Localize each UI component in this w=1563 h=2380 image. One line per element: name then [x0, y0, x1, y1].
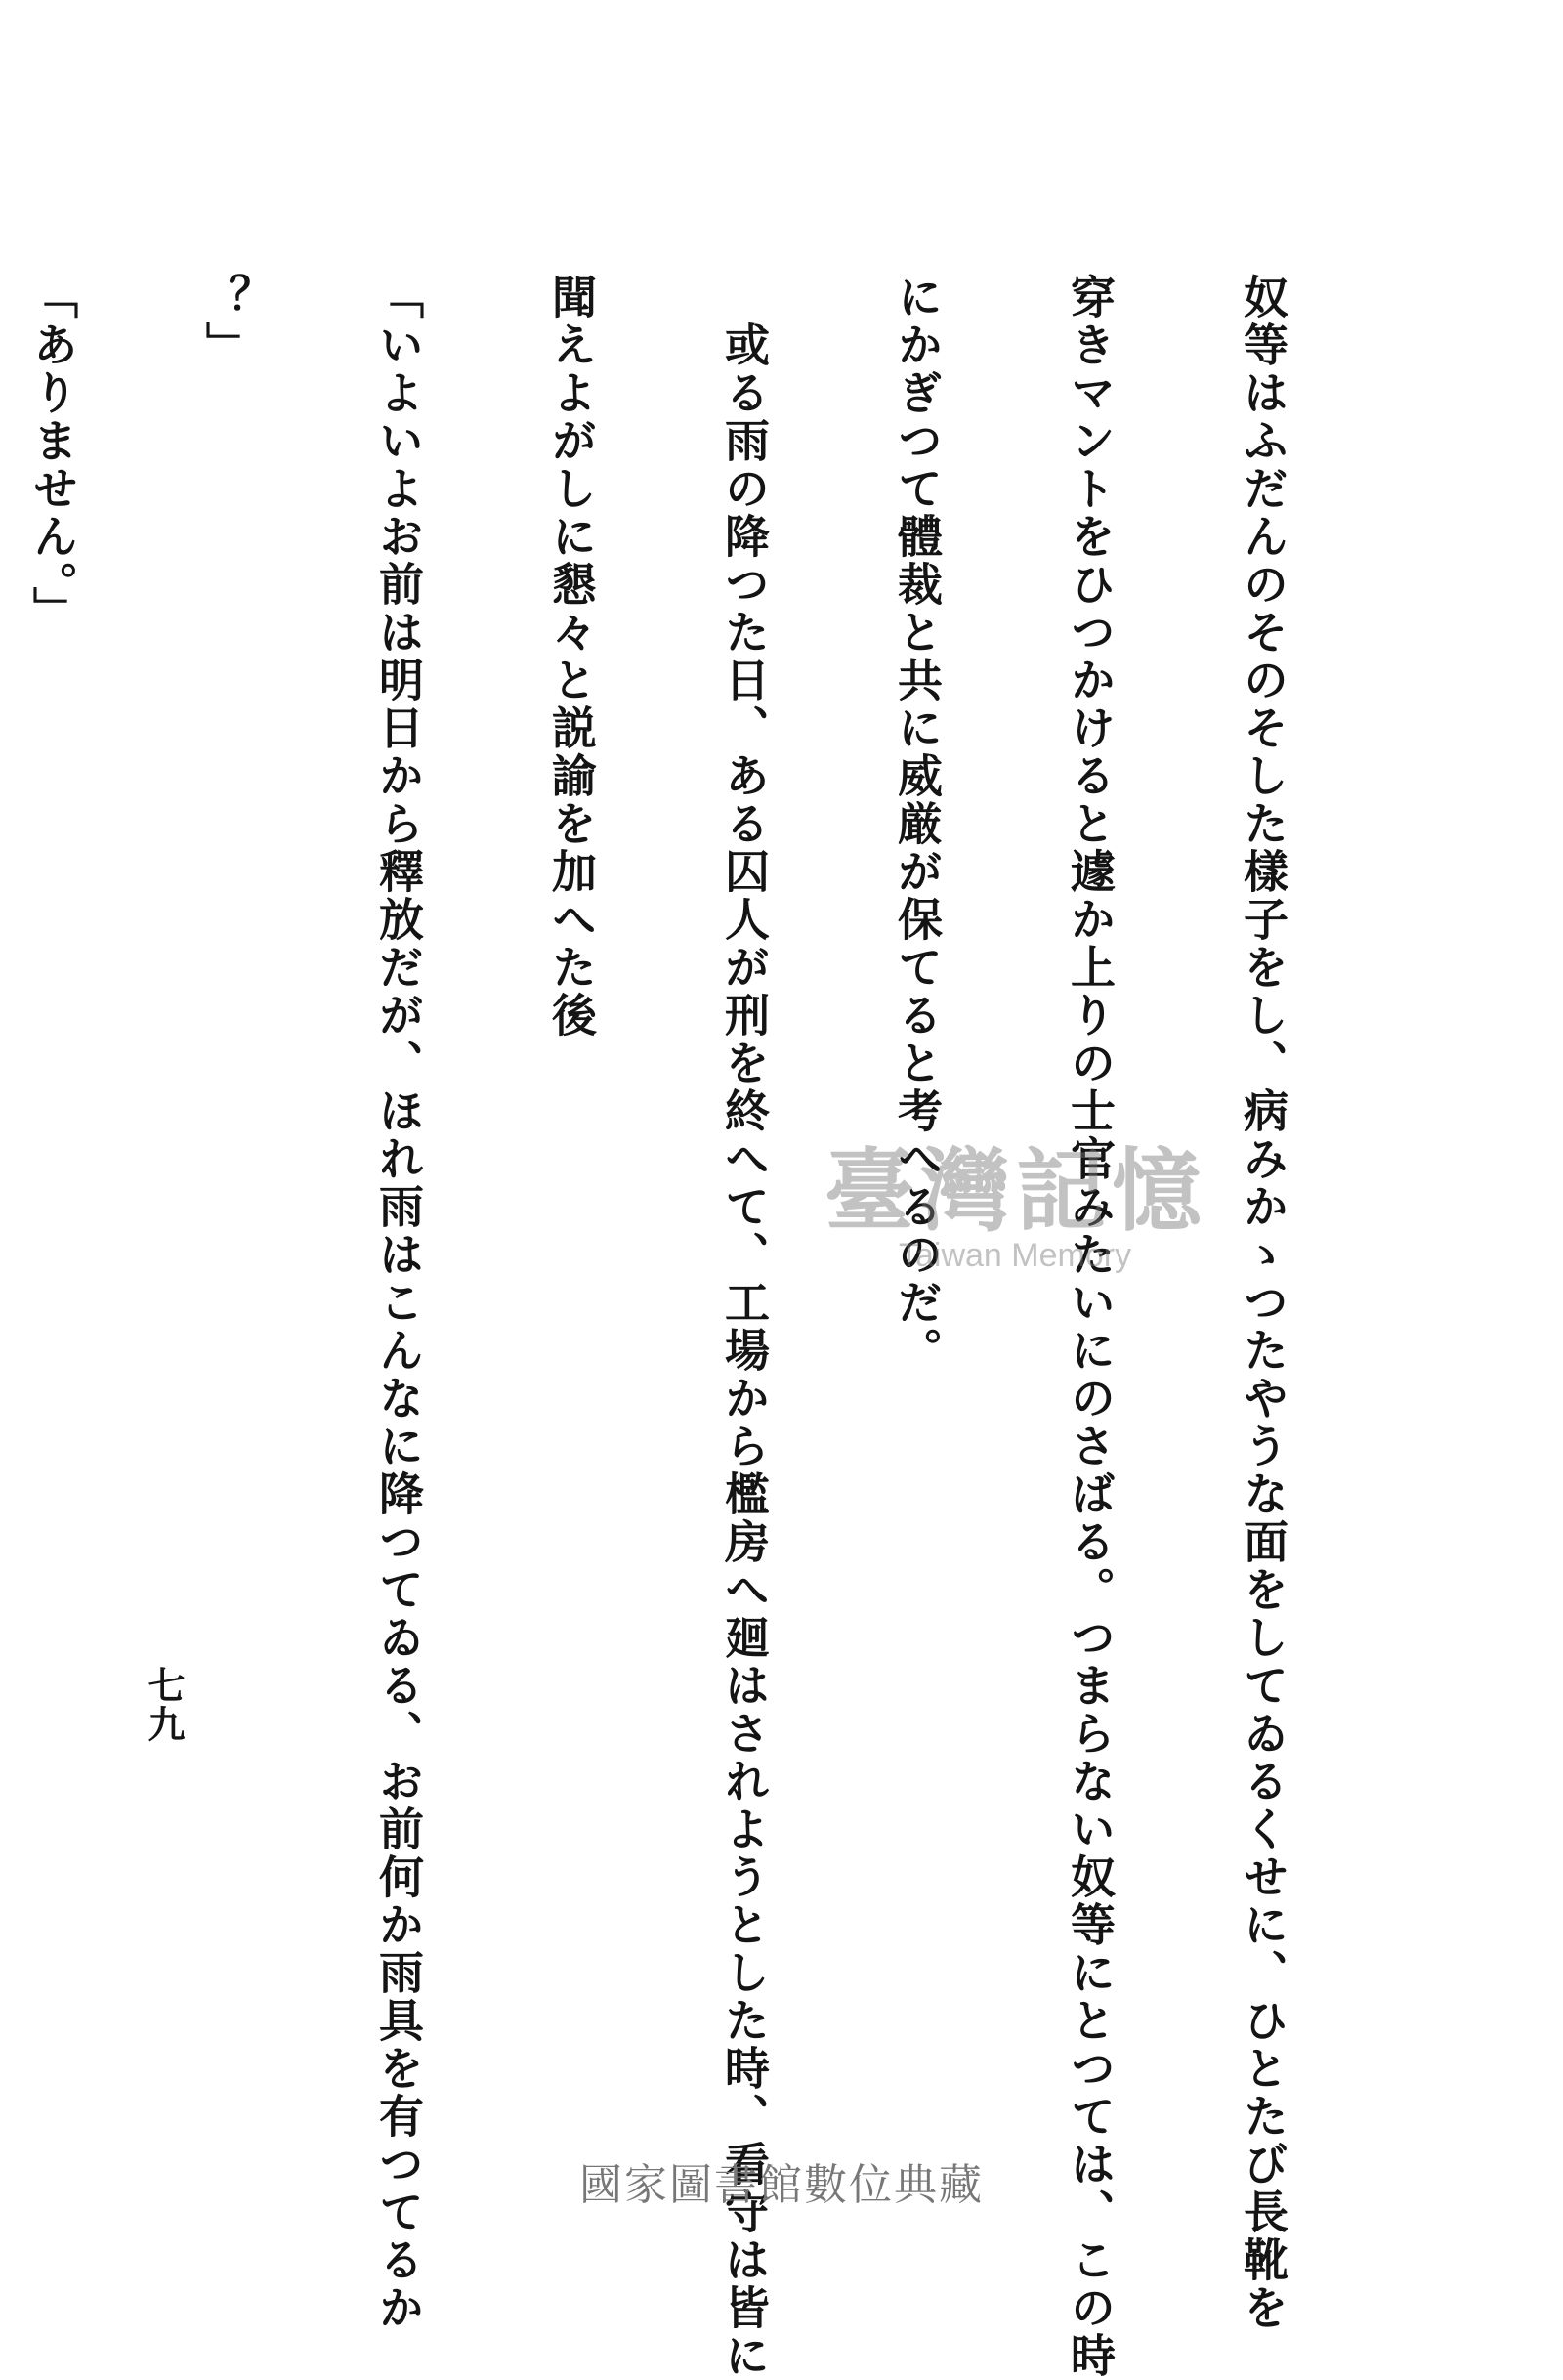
text-line-3: にかぎつて體裁と共に威厳が保てると考へるのだ。 [891, 274, 944, 1375]
library-credit: 國家圖書館數位典藏 [579, 2160, 984, 2210]
text-line-4: 或る雨の降つた日、ある囚人が刑を終へて、工場から檻房へ廻はされようとした時、看守は皆に [718, 274, 771, 2380]
text-line-1: 奴等はふだんのそのそした樣子をし、病みかゝつたやうな面をしてゐるくせに、ひとたび長靴を [1237, 274, 1289, 2332]
text-line-7: ？」 [199, 274, 252, 369]
text-line-2: 穿きマントをひつかけると遽か上りの士官みたいにのさばる。つまらない奴等にとつては、この時 [1064, 274, 1117, 2380]
text-line-6: 「いよいよお前は明日から釋放だが、ほれ雨はこんなに降つてゐる、お前何か雨具を有つてるか [372, 274, 425, 2332]
text-line-8: 「ありません。」 [26, 274, 79, 634]
page-number: 七九 [142, 1666, 186, 1744]
watermark-title: 臺灣記憶 [824, 1139, 1207, 1244]
text-line-5: 聞えよがしに懇々と説諭を加へた後 [545, 274, 598, 1040]
watermark-subtitle: Taiwan Memory [899, 1237, 1132, 1274]
